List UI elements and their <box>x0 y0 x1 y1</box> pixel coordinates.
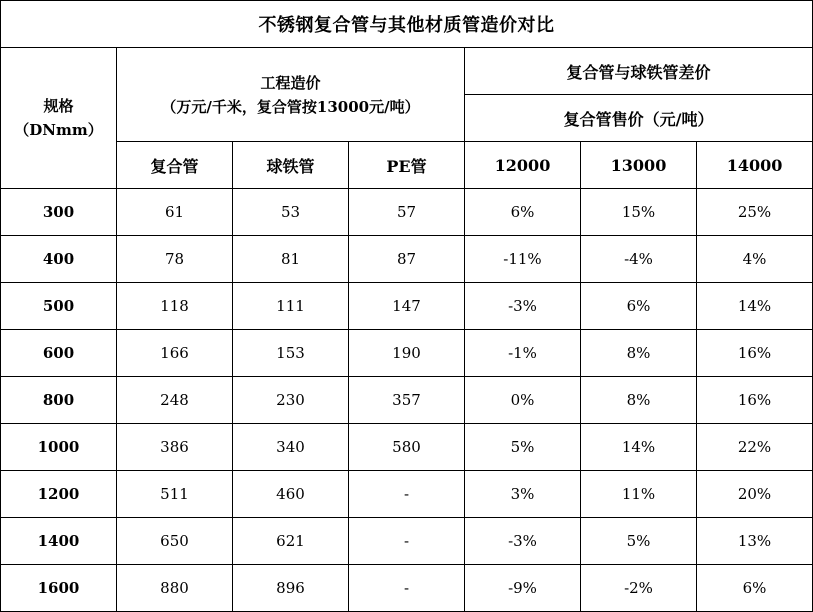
diff-14000-cell: 16% <box>697 377 813 424</box>
diff-13000-cell: -2% <box>581 565 697 612</box>
composite-cost-cell: 880 <box>117 565 233 612</box>
diff-header-cell: 复合管与球铁管差价 <box>465 48 813 95</box>
cost-header-unit: （万元/千米，复合管按13000元/吨） <box>161 97 420 116</box>
title-row <box>1 1 813 48</box>
spec-cell: 1000 <box>1 424 117 471</box>
pe-cost-cell: 190 <box>349 330 465 377</box>
spec-header-label: 规格 <box>43 97 74 115</box>
cost-header-cell <box>117 48 465 142</box>
diff-14000-cell: 16% <box>697 330 813 377</box>
composite-cost-cell: 78 <box>117 236 233 283</box>
spec-header-cell <box>1 48 117 189</box>
diff-14000-cell: 4% <box>697 236 813 283</box>
diff-13000-cell: 5% <box>581 518 697 565</box>
pe-cost-cell: 580 <box>349 424 465 471</box>
pe-cost-cell: 87 <box>349 236 465 283</box>
ductile-cost-cell: 621 <box>233 518 349 565</box>
header-row-3 <box>1 142 813 189</box>
spec-cell: 500 <box>1 283 117 330</box>
diff-12000-cell: 3% <box>465 471 581 518</box>
ductile-cost-cell: 153 <box>233 330 349 377</box>
composite-cost-cell: 61 <box>117 189 233 236</box>
diff-12000-cell: 6% <box>465 189 581 236</box>
ductile-cost-cell: 230 <box>233 377 349 424</box>
pe-cost-cell: 357 <box>349 377 465 424</box>
ductile-cost-cell: 111 <box>233 283 349 330</box>
diff-13000-cell: 15% <box>581 189 697 236</box>
col-header-ductile: 球铁管 <box>233 142 349 189</box>
spec-cell: 800 <box>1 377 117 424</box>
diff-subheader-cell: 复合管售价（元/吨） <box>465 95 813 142</box>
diff-13000-cell: 8% <box>581 377 697 424</box>
composite-cost-cell: 248 <box>117 377 233 424</box>
col-header-price-13000: 13000 <box>581 142 697 189</box>
diff-12000-cell: 5% <box>465 424 581 471</box>
diff-12000-cell: -9% <box>465 565 581 612</box>
diff-14000-cell: 25% <box>697 189 813 236</box>
ductile-cost-cell: 460 <box>233 471 349 518</box>
diff-12000-cell: -11% <box>465 236 581 283</box>
table-row <box>1 471 813 518</box>
pe-cost-cell: 147 <box>349 283 465 330</box>
table-row <box>1 189 813 236</box>
col-header-price-12000: 12000 <box>465 142 581 189</box>
pe-cost-cell: - <box>349 565 465 612</box>
diff-14000-cell: 14% <box>697 283 813 330</box>
table-row <box>1 283 813 330</box>
composite-cost-cell: 511 <box>117 471 233 518</box>
composite-cost-cell: 650 <box>117 518 233 565</box>
composite-cost-cell: 386 <box>117 424 233 471</box>
spec-header-unit: （DNmm） <box>14 121 103 139</box>
spec-cell: 400 <box>1 236 117 283</box>
pe-cost-cell: 57 <box>349 189 465 236</box>
diff-13000-cell: -4% <box>581 236 697 283</box>
composite-cost-cell: 118 <box>117 283 233 330</box>
diff-13000-cell: 6% <box>581 283 697 330</box>
col-header-composite: 复合管 <box>117 142 233 189</box>
diff-12000-cell: -3% <box>465 518 581 565</box>
pe-cost-cell: - <box>349 518 465 565</box>
cost-header-label: 工程造价 <box>260 73 321 92</box>
pe-cost-cell: - <box>349 471 465 518</box>
table-row <box>1 424 813 471</box>
spec-cell: 300 <box>1 189 117 236</box>
ductile-cost-cell: 81 <box>233 236 349 283</box>
composite-cost-cell: 166 <box>117 330 233 377</box>
diff-12000-cell: -1% <box>465 330 581 377</box>
spec-cell: 1600 <box>1 565 117 612</box>
diff-12000-cell: -3% <box>465 283 581 330</box>
ductile-cost-cell: 896 <box>233 565 349 612</box>
table-row <box>1 377 813 424</box>
diff-13000-cell: 11% <box>581 471 697 518</box>
header-row-1 <box>1 48 813 95</box>
ductile-cost-cell: 53 <box>233 189 349 236</box>
diff-14000-cell: 20% <box>697 471 813 518</box>
table-row <box>1 330 813 377</box>
ductile-cost-cell: 340 <box>233 424 349 471</box>
spec-cell: 600 <box>1 330 117 377</box>
table-title: 不锈钢复合管与其他材质管造价对比 <box>1 1 813 48</box>
table-row <box>1 518 813 565</box>
diff-13000-cell: 8% <box>581 330 697 377</box>
spec-cell: 1200 <box>1 471 117 518</box>
col-header-pe: PE管 <box>349 142 465 189</box>
diff-14000-cell: 22% <box>697 424 813 471</box>
spec-cell: 1400 <box>1 518 117 565</box>
table-row <box>1 565 813 612</box>
diff-12000-cell: 0% <box>465 377 581 424</box>
diff-13000-cell: 14% <box>581 424 697 471</box>
table-row <box>1 236 813 283</box>
diff-14000-cell: 13% <box>697 518 813 565</box>
diff-14000-cell: 6% <box>697 565 813 612</box>
col-header-price-14000: 14000 <box>697 142 813 189</box>
